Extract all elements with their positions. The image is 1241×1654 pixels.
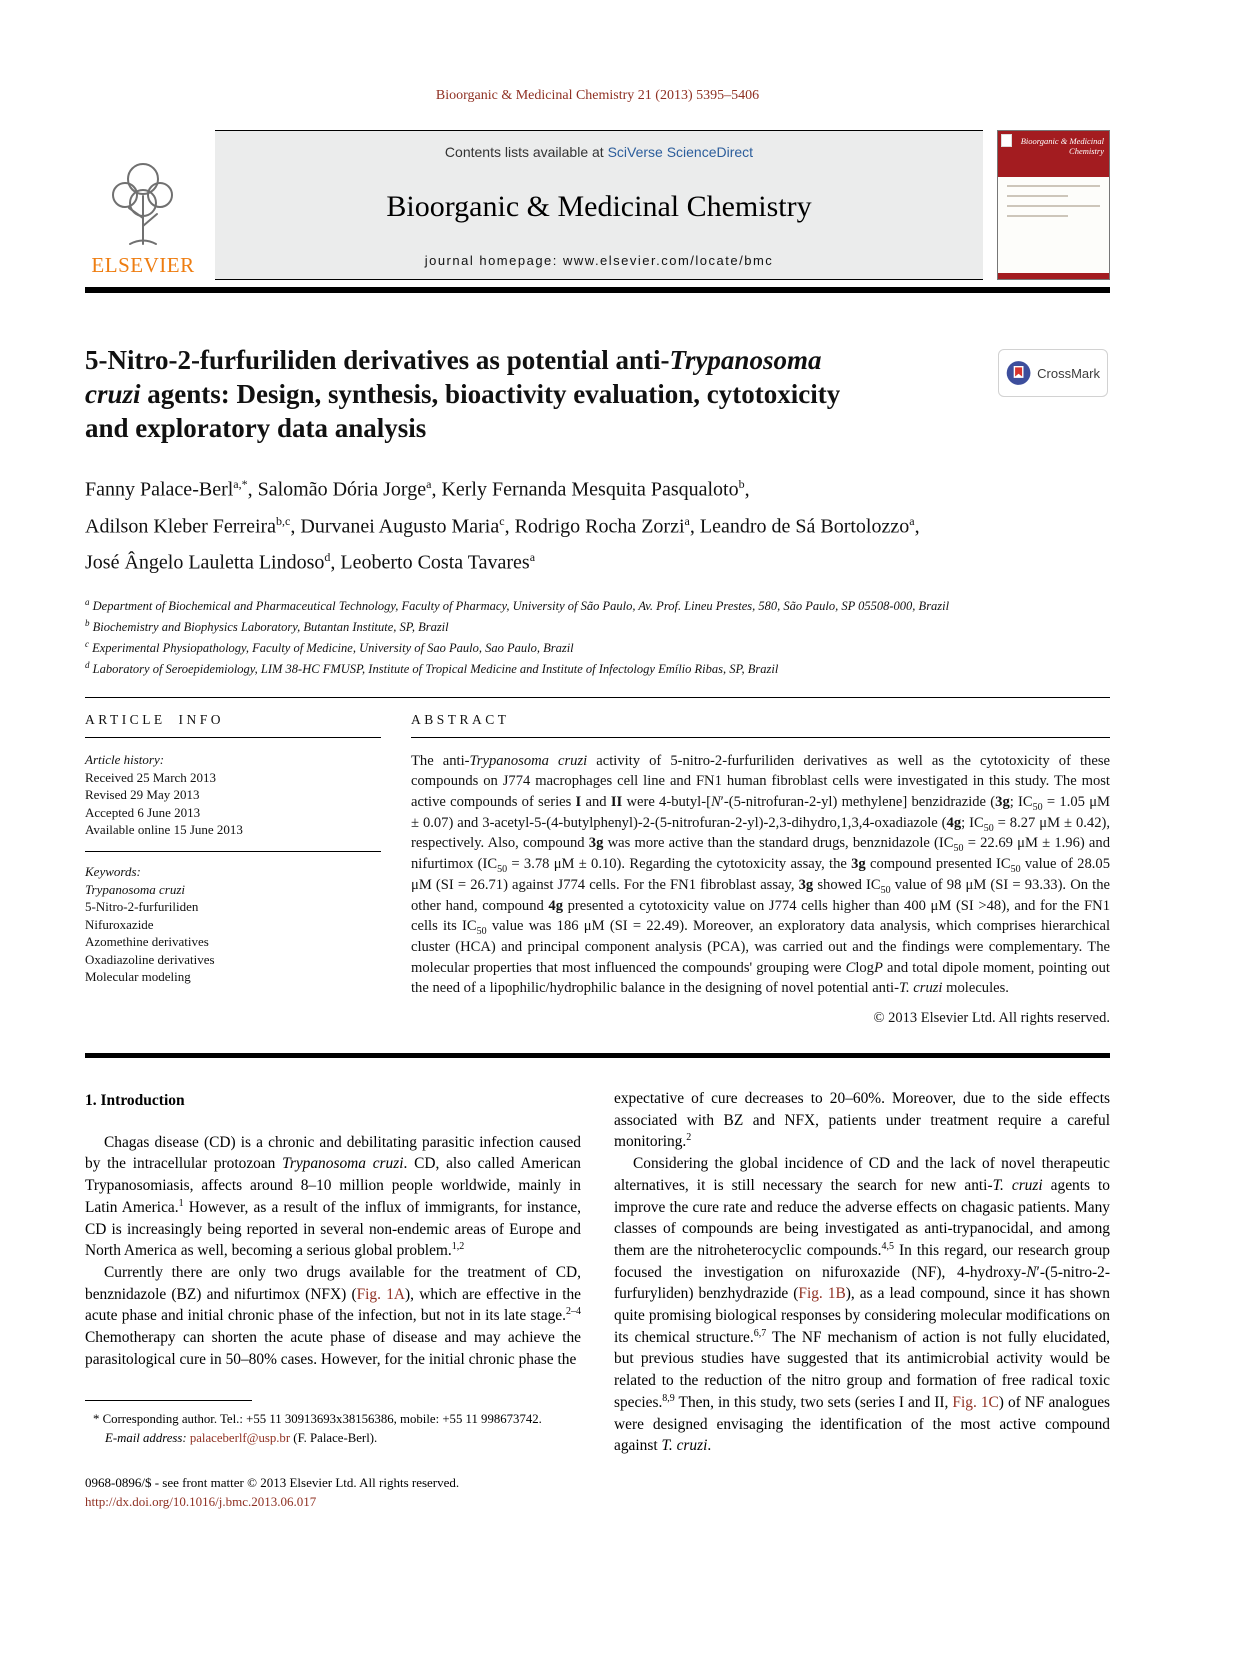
author-affiliation-ref: a: [426, 477, 432, 491]
text-segment: ) of NF analogues were designed envisaging the identification of the most active compound against: [614, 1393, 1111, 1455]
text-segment: were 4-butyl-[: [622, 794, 711, 810]
affiliation-text: Department of Biochemical and Pharmaceutical Technology, Faculty of Pharmacy, University of São Paulo, Av. Prof. Lineu Prestes, 580, São Paulo, SP 05508-000, Brazil: [92, 599, 950, 614]
text-segment: II: [610, 794, 623, 810]
author-affiliation-ref: b: [738, 477, 745, 491]
text-segment: = 1.05 μM ± 0.07) and 3-acetyl-5-(4-butylphenyl)-2-(5-nitrofuran-2-yl)-2,3-dihydro,1,3,4-oxadiazole (: [411, 794, 1110, 831]
page-content: [85, 0, 1110, 1511]
text-segment: presented a cytotoxicity value on J774 cells higher than 400 μM (SI >48), and for the FN1 cells its IC: [411, 897, 1110, 935]
text-segment: 50: [983, 822, 994, 834]
affiliation: [85, 657, 1110, 678]
right-column: [614, 1088, 1110, 1511]
keyword-item: Oxadiazoline derivatives: [85, 951, 215, 967]
text-segment: The anti-: [411, 752, 470, 769]
text-segment: Chemotherapy can shorten the acute phase of disease and may achieve the parasitological cure in 50–80% cases. However, for the initial chronic phase the: [85, 1329, 581, 1368]
text-segment: compound presented IC: [865, 856, 1011, 873]
text-segment: 50: [953, 843, 964, 855]
article-history-label: Article history:: [85, 751, 165, 767]
section-heading-introduction: 1. Introduction: [85, 1092, 185, 1110]
crossmark-icon: [1006, 356, 1031, 390]
text-segment: .: [707, 1437, 712, 1455]
text-segment: The NF mechanism of action is not fully elucidated, but previous studies have suggested that its antimicrobial activity would be related to the reduction of the nitro group and formation of free radical toxic species.: [614, 1328, 1110, 1411]
cover-art-decoration: [1007, 215, 1068, 217]
author-name: Rodrigo Rocha Zorzi: [514, 515, 685, 538]
author-name: Durvanei Augusto Maria: [300, 515, 500, 538]
journal-title: Bioorganic & Medicinal Chemistry: [386, 189, 812, 223]
citation-ref[interactable]: 2: [686, 1132, 692, 1144]
footnote-block: [85, 1400, 581, 1447]
citation-ref[interactable]: 1: [178, 1197, 184, 1209]
text-segment: In this regard, our research group focused the investigation on nifuroxazide (NF), 4-hydroxy-: [614, 1241, 1111, 1281]
journal-header-band: [85, 130, 1110, 280]
cover-art-decoration: [1007, 185, 1100, 187]
cover-art-decoration: [1007, 195, 1068, 197]
article-info-panel: [85, 712, 381, 1027]
text-segment: = 3.78 μM ± 0.10). Regarding the cytotoxicity assay, the: [507, 856, 852, 873]
elsevier-tree-icon: [101, 158, 185, 250]
citation-ref[interactable]: 4,5: [881, 1240, 895, 1252]
affiliation-text: Laboratory of Seroepidemiology, LIM 38-HC FMUSP, Institute of Tropical Medicine and Institute of Infectology Emílio Ribas, SP, Brazil: [92, 662, 779, 677]
fig-1c-link[interactable]: Fig. 1C: [952, 1393, 999, 1411]
text-segment: log: [855, 959, 874, 976]
text-segment: P: [873, 959, 883, 976]
keyword-item: Azomethine derivatives: [85, 934, 209, 950]
cover-artwork: [998, 177, 1109, 273]
author-name: Fanny Palace-Berl: [85, 478, 234, 501]
text-segment: . CD, also called American Trypanosomiasis, affects around 8–10 million people worldwide, mainly in Latin America.: [85, 1155, 581, 1216]
text-segment: value of 28.05 μM (SI = 26.71) against J774 cells. For the FN1 fibroblast assay,: [411, 856, 1110, 893]
affiliation-marker: d: [85, 660, 90, 671]
text-segment: agents: Design, synthesis, bioactivity evaluation, cytotoxicity: [140, 379, 841, 409]
text-segment: Contents lists available at: [444, 144, 608, 160]
header-divider: [85, 287, 1110, 293]
text-segment: 50: [476, 926, 487, 938]
text-segment: Chagas disease (CD) is a chronic and debilitating parasitic infection caused by the intracellular protozoan: [85, 1133, 581, 1173]
author-separator: ,: [247, 478, 258, 501]
imprint-block: [85, 1473, 581, 1511]
text-segment: 4g: [548, 897, 564, 914]
author-line: [85, 506, 1110, 543]
article-info-heading: ARTICLE INFO: [85, 711, 225, 727]
affiliation: [85, 615, 1110, 636]
text-segment: showed IC: [813, 876, 881, 893]
crossmark-label: CrossMark: [1037, 365, 1100, 381]
text-segment: ′-(5-nitrofuran-2-yl) methylene] benzidrazide (: [720, 794, 996, 810]
text-segment: Trypanosoma cruzi: [282, 1155, 404, 1173]
author-separator: ,: [290, 515, 301, 538]
text-segment: (F. Palace-Berl).: [290, 1430, 378, 1445]
body-paragraph: [614, 1088, 1110, 1153]
text-segment: agents to improve the cure rate and reduce the adverse effects on chagasic patients. Many classes of compounds are being investigated as anti-trypanocidal, and among them are the nitroheterocyclic compounds.: [614, 1176, 1110, 1259]
email-note: [85, 1429, 581, 1448]
author-affiliation-ref: b,c: [276, 513, 291, 528]
text-segment: value was 186 μM (SI = 22.49). Moreover, an exploratory data analysis, which comprises hierarchical cluster (HCA) and principal component analysis (PCA), was carried out and the findings were complementary. The molecular properties that most influenced the compounds' grouping were: [411, 918, 1110, 976]
text-segment: 50: [880, 884, 891, 896]
journal-masthead: [215, 130, 983, 280]
citation-ref[interactable]: 8,9: [662, 1392, 675, 1404]
text-segment: * Corresponding author. Tel.: +55 11 30913693x38156386, mobile: +55 11 998673742.: [93, 1412, 542, 1427]
sciverse-sciencedirect-link[interactable]: SciVerse ScienceDirect: [607, 144, 754, 160]
text-segment: 4g: [946, 814, 962, 831]
text-segment: T. cruzi: [898, 980, 943, 997]
issn-line: 0968-0896/$ - see front matter © 2013 Elsevier Ltd. All rights reserved.: [85, 1475, 460, 1491]
cover-art-decoration: [1007, 205, 1100, 207]
cover-logo-chip: [1001, 134, 1012, 147]
text-segment: 50: [1010, 864, 1021, 876]
text-segment: E-mail address:: [105, 1430, 190, 1445]
author-name: José Ângelo Lauletta Lindoso: [85, 551, 325, 574]
affiliation-text: Biochemistry and Biophysics Laboratory, Butantan Institute, SP, Brazil: [92, 620, 449, 635]
text-segment: 3g: [851, 856, 866, 873]
history-item: Accepted 6 June 2013: [85, 804, 201, 820]
text-segment: ; IC: [1009, 794, 1033, 810]
author-list: [85, 469, 1110, 579]
text-segment: N: [1026, 1263, 1037, 1281]
meta-section: [85, 712, 1110, 1027]
keyword-item: Molecular modeling: [85, 969, 191, 985]
fig-1a-link[interactable]: Fig. 1A: [356, 1285, 406, 1303]
text-segment: ), as a lead compound, since it has shown quite promising biological responses by considering molecular modifications on its chemical structure.: [614, 1285, 1110, 1346]
footnote-rule: [85, 1400, 252, 1401]
author-affiliation-ref: a: [529, 550, 536, 565]
meta-section-divider: [85, 697, 1110, 698]
email-link[interactable]: palaceberlf@usp.br: [189, 1430, 291, 1445]
author-line: [85, 469, 1110, 506]
abstract-text: [411, 751, 1110, 999]
affiliation-marker: c: [85, 639, 89, 650]
history-item: Revised 29 May 2013: [85, 787, 200, 803]
text-segment: T. cruzi: [661, 1437, 708, 1455]
journal-cover-thumbnail[interactable]: [997, 130, 1110, 280]
journal-homepage-link[interactable]: journal homepage: www.elsevier.com/locate/bmc: [424, 253, 774, 268]
body-paragraph: [614, 1153, 1110, 1457]
journal-citation-header: Bioorganic & Medicinal Chemistry 21 (2013) 5395–5406: [435, 88, 760, 103]
body-paragraph: [85, 1262, 581, 1371]
author-name: Leandro de Sá Bortolozzo: [699, 515, 910, 538]
abstract-divider: [85, 1053, 1110, 1058]
text-segment: Considering the global incidence of CD and the lack of novel therapeutic alternatives, it is still necessary the search for new anti-: [614, 1155, 1110, 1194]
affiliation-text: Experimental Physiopathology, Faculty of Medicine, University of Sao Paulo, Sao Paulo, Brazil: [92, 641, 574, 656]
text-segment: ′-(5-nitro-2-furfuryliden) benzhydrazide (: [614, 1263, 1110, 1303]
text-segment: T. cruzi: [992, 1176, 1043, 1194]
author-line: [85, 542, 1110, 579]
author-affiliation-ref: a: [684, 513, 690, 528]
author-name: Leoberto Costa Tavares: [340, 551, 530, 574]
fig-1b-link[interactable]: Fig. 1B: [798, 1285, 846, 1303]
affiliation: [85, 594, 1110, 615]
text-segment: value of 98 μM (SI = 93.33). On the other hand, compound: [411, 876, 1110, 914]
history-item: Available online 15 June 2013: [85, 822, 243, 838]
text-segment: expectative of cure decreases to 20–60%. Moreover, due to the side effects associated with BZ and NFX, patients under treatment require a careful monitoring.: [614, 1090, 1110, 1151]
author-name: Salomão Dória Jorge: [257, 478, 427, 501]
text-segment: Trypanosoma cruzi: [469, 752, 588, 769]
author-separator: ,: [689, 515, 700, 538]
article-body: [85, 1088, 1110, 1511]
text-segment: ), which are effective in the acute phase and initial chronic phase of the infection, but not in its late stage.: [85, 1285, 581, 1325]
text-segment: 5-Nitro-2-furfuriliden derivatives as potential anti-: [85, 345, 670, 375]
left-column: [85, 1088, 581, 1511]
text-segment: Then, in this study, two sets (series I and II,: [674, 1393, 953, 1411]
keyword-item: 5-Nitro-2-furfuriliden: [85, 899, 199, 915]
elsevier-wordmark: ELSEVIER: [91, 253, 195, 277]
copyright-line: © 2013 Elsevier Ltd. All rights reserved.: [873, 1010, 1110, 1027]
author-separator: ,: [504, 515, 515, 538]
text-segment: 3g: [995, 794, 1010, 810]
author-affiliation-ref: a: [909, 513, 915, 528]
keywords-label: Keywords:: [85, 863, 141, 879]
author-name: Adilson Kleber Ferreira: [85, 515, 277, 538]
text-segment: cruzi: [85, 379, 141, 409]
author-name: Kerly Fernanda Mesquita Pasqualoto: [441, 478, 739, 501]
text-segment: Currently there are only two drugs available for the treatment of CD, benznidazole (BZ) and nifurtimox (NFX) (: [85, 1263, 581, 1303]
doi-link[interactable]: http://dx.doi.org/10.1016/j.bmc.2013.06.017: [85, 1494, 317, 1510]
cover-title: Bioorganic & Medicinal Chemistry: [1020, 136, 1104, 156]
affiliation-list: [85, 594, 1110, 679]
abstract-heading: ABSTRACT: [411, 711, 510, 727]
affiliation: [85, 636, 1110, 657]
text-segment: I: [575, 794, 582, 810]
heading-rule: [85, 737, 381, 738]
citation-ref[interactable]: 1,2: [451, 1241, 465, 1253]
text-segment: 3g: [798, 876, 814, 893]
affiliation-marker: b: [85, 618, 90, 629]
body-paragraph: [85, 1132, 581, 1262]
author-separator: ,: [744, 478, 750, 501]
author-separator: ,: [914, 515, 920, 538]
history-item: Received 25 March 2013: [85, 769, 217, 785]
cover-footer-strip: [998, 273, 1109, 279]
text-segment: = 8.27 μM ± 0.42), respectively. Also, compound: [411, 814, 1110, 852]
text-segment: and exploratory data analysis: [85, 413, 427, 443]
text-segment: 50: [1032, 801, 1043, 813]
author-affiliation-ref: c: [499, 513, 505, 528]
author-affiliation-ref: d: [324, 550, 331, 565]
text-segment: = 22.69 μM ± 1.96) and nifurtimox (IC: [411, 835, 1110, 873]
abstract-panel: [411, 712, 1110, 1027]
keyword-item: Trypanosoma cruzi: [85, 881, 186, 897]
text-segment: and: [581, 794, 611, 810]
contents-availability-line: [445, 144, 753, 160]
crossmark-badge[interactable]: [998, 349, 1108, 397]
cover-title-band: [998, 131, 1109, 177]
author-separator: ,: [431, 478, 442, 501]
article-header: [85, 343, 1110, 445]
text-segment: 50: [497, 864, 508, 876]
text-segment: was more active than the standard drugs, benznidazole (IC: [603, 835, 954, 852]
citation-ref[interactable]: 6,7: [753, 1327, 767, 1339]
text-segment: molecules.: [942, 980, 1009, 997]
author-separator: ,: [330, 551, 341, 574]
affiliation-marker: a: [85, 596, 90, 607]
text-segment: and total dipole moment, pointing out the need of a lipophilic/hydrophilic balance in the designing of novel potential anti-: [411, 959, 1110, 997]
info-divider-rule: [85, 851, 381, 852]
text-segment: 3g: [588, 835, 604, 852]
text-segment: However, as a result of the influx of immigrants, for instance, CD is increasingly being reported in several non-endemic areas of Europe and North America as well, becoming a serious global problem.: [85, 1198, 582, 1260]
article-title: [85, 343, 990, 445]
text-segment: activity of 5-nitro-2-furfuriliden derivatives as well as the cytotoxicity of these compounds on J774 macrophages cell line and FN1 human fibroblast cells were investigated in this study. The most active compounds of series: [411, 752, 1110, 810]
text-segment: ; IC: [961, 814, 984, 831]
text-segment: Trypanosoma: [669, 345, 822, 375]
corresponding-author-note: [85, 1410, 581, 1429]
elsevier-logo: [85, 130, 215, 280]
author-affiliation-ref: a,*: [233, 477, 248, 491]
keyword-item: Nifuroxazide: [85, 916, 154, 932]
citation-ref[interactable]: 2–4: [566, 1306, 581, 1318]
text-segment: N: [710, 794, 721, 810]
heading-rule: [411, 737, 1110, 738]
text-segment: C: [845, 959, 856, 976]
